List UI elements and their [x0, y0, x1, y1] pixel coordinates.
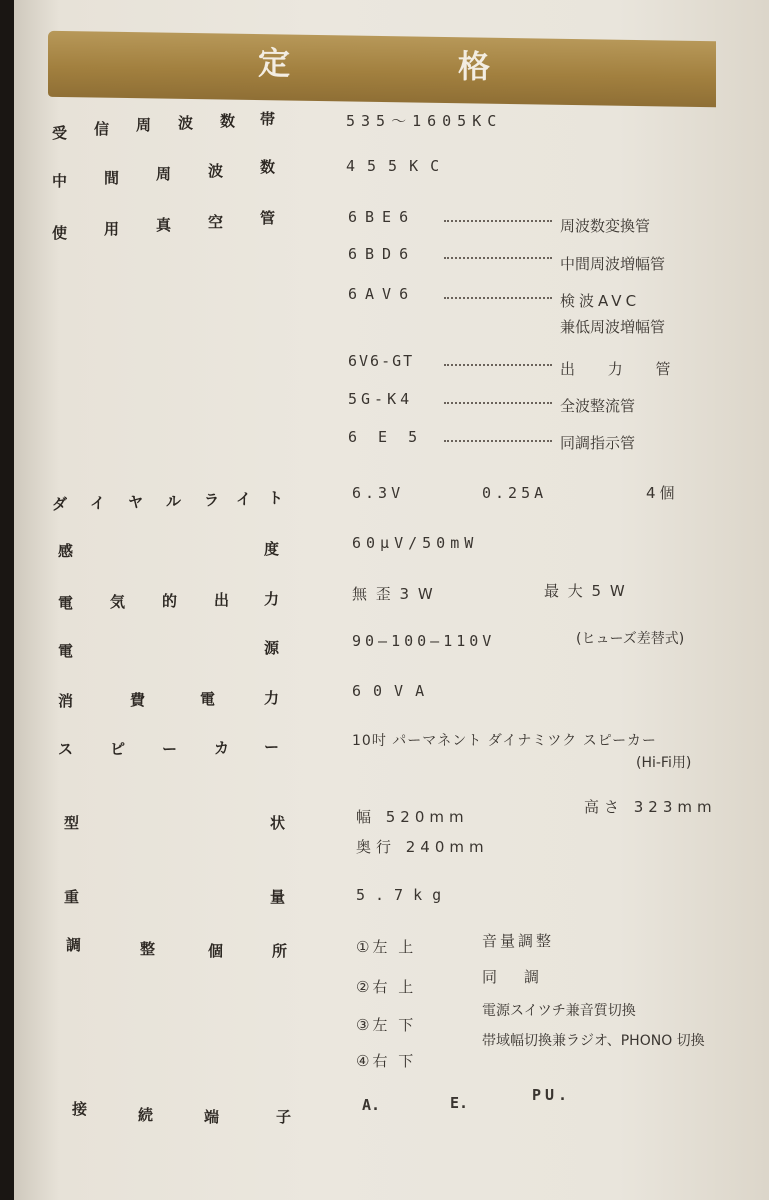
tube-name: 6AV6 — [348, 285, 417, 303]
value-frequency-band: 535～1605KC — [346, 112, 503, 130]
title-char-2: 格 — [458, 47, 491, 86]
tube-name: 6BD6 — [348, 245, 417, 263]
terminal-e: E. — [450, 1094, 469, 1112]
value-output-undistorted: 無 歪 3 W — [352, 585, 435, 603]
control-position: ①左 上 — [356, 938, 417, 956]
tube-role: 出 力 管 — [560, 360, 685, 378]
leader-dots — [444, 364, 552, 366]
spec-page: 定 格 受 信 周 波 数 帯 535～1605KC 中 間 周 波 数 455KC 使 用 真 空 管 6BE6 周波数変換管 6BD6 中間周波増幅管 6AV6 検波AVC 兼低周波増幅管 6V6-GT 出 力 管 5G-K4 全波整流管 6 E 5 同調指示管 ダ イ ヤ ル ラ イ ト 6.3V 0.25A 4個 感 度 60μV/50mW 電 気 的 出 力 無 歪 3 W 最 大 5 W 電 源 90—100—110V (ヒューズ差替式) 消 費 電 力 60VA ス ピ ー カ ー 10吋 パーマネント ダイナミツク スピーカー (Hi-Fi用) 型 状 幅 520mm 高さ 323mm 奥行 240mm 重 量 5.7kg 調 整 個 所 ①左 上 音量調整 ②右 上 同 調 ③左 下 電源スイツチ兼音質切換 ④右 下 帯域幅切換兼ラジオ、PHONO 切換 接 続 端 子 A. E. PU. — [14, 0, 769, 1200]
control-function: 同 調 — [482, 968, 546, 986]
value-depth: 奥行 240mm — [356, 838, 489, 856]
tube-role: 中間周波増幅管 — [560, 255, 666, 273]
value-speaker: 10吋 パーマネント ダイナミツク スピーカー — [352, 733, 657, 749]
leader-dots — [444, 220, 552, 222]
tube-name: 6V6-GT — [348, 352, 415, 370]
title-char-1: 定 — [258, 44, 291, 83]
terminal-pu: PU. — [532, 1086, 572, 1104]
tube-role: 検波AVC — [560, 292, 641, 310]
tube-name: 5G-K4 — [348, 390, 414, 408]
value-dial-count: 4個 — [646, 484, 679, 502]
value-width: 幅 520mm — [356, 808, 469, 826]
value-power-note: (ヒューズ差替式) — [576, 631, 685, 647]
value-dial-voltage: 6.3V — [352, 484, 405, 502]
value-intermediate-frequency: 455KC — [346, 157, 452, 175]
control-position: ④右 下 — [356, 1052, 417, 1070]
spec-title-banner — [48, 31, 716, 107]
control-function: 帯域幅切換兼ラジオ、PHONO 切換 — [482, 1033, 705, 1049]
control-position: ③左 下 — [356, 1016, 417, 1034]
value-sensitivity: 60μV/50mW — [352, 534, 479, 552]
leader-dots — [444, 297, 552, 299]
tube-role: 周波数変換管 — [560, 217, 651, 235]
tube-name: 6BE6 — [348, 208, 417, 226]
terminal-a: A. — [362, 1096, 381, 1114]
leader-dots — [444, 402, 552, 404]
leader-dots — [444, 440, 552, 442]
value-consumption: 60VA — [352, 682, 437, 700]
control-function: 電源スイツチ兼音質切換 — [482, 1003, 636, 1019]
value-height: 高さ 323mm — [584, 798, 717, 816]
value-power-voltage: 90—100—110V — [352, 632, 496, 650]
tube-role-2: 兼低周波増幅管 — [560, 318, 666, 336]
value-speaker-note: (Hi-Fi用) — [636, 755, 692, 771]
control-function: 音量調整 — [482, 932, 555, 950]
value-dial-current: 0.25A — [482, 484, 548, 502]
leader-dots — [444, 257, 552, 259]
control-position: ②右 上 — [356, 978, 417, 996]
value-output-max: 最 大 5 W — [544, 582, 627, 600]
tube-role: 全波整流管 — [560, 397, 636, 415]
value-weight: 5.7kg — [356, 886, 452, 904]
tube-name: 6 E 5 — [348, 428, 424, 446]
tube-role: 同調指示管 — [560, 434, 636, 452]
